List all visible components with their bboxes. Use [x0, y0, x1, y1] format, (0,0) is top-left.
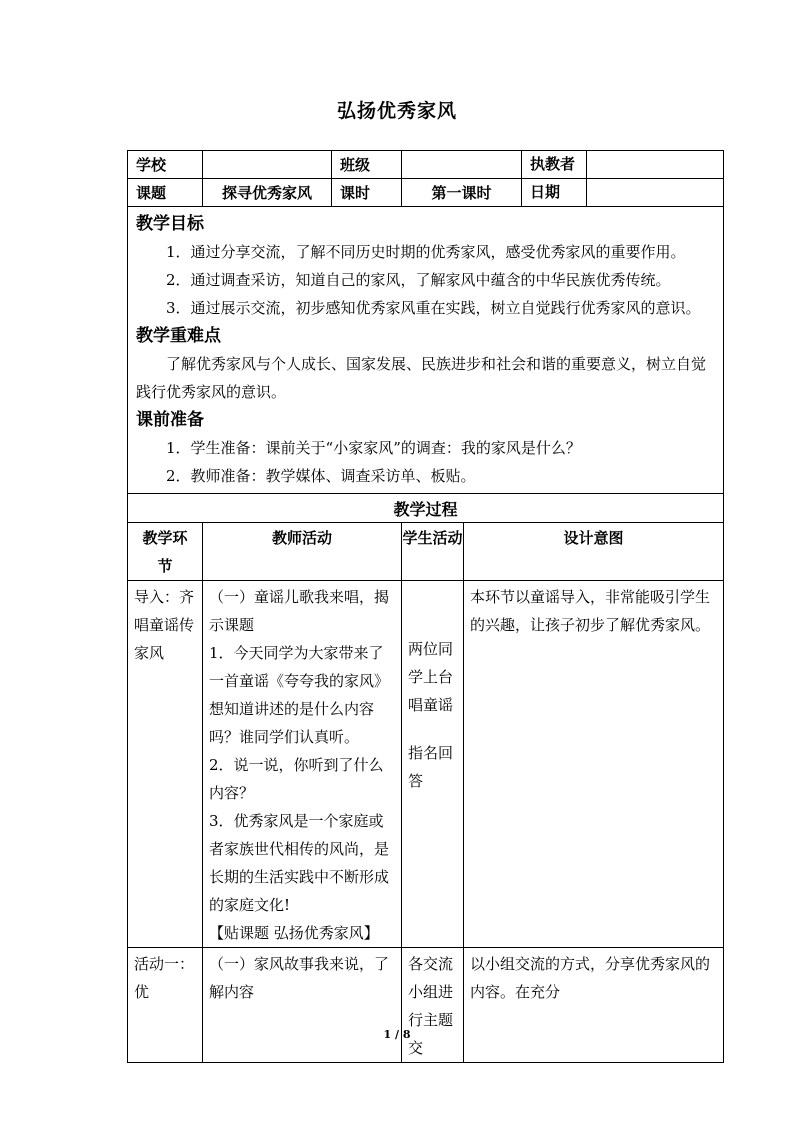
student-activity-cell — [402, 948, 464, 1063]
col-student: 学生活动 — [402, 523, 464, 581]
page-title: 弘扬优秀家风 — [336, 100, 457, 122]
date-label: 日期 — [522, 179, 587, 206]
student-line: 各交流小组进行主题交 — [408, 955, 454, 1057]
header-row-2 — [128, 179, 724, 207]
student-activity-cell — [402, 581, 464, 948]
design-intent-cell: 本环节以童谣导入，非常能吸引学生的兴趣，让孩子初步了解优秀家风。 — [464, 581, 724, 948]
teacher-label: 执教者 — [522, 151, 587, 178]
process-title: 教学过程 — [128, 494, 724, 523]
period-value: 第一课时 — [402, 179, 522, 207]
key-points-heading: 教学重难点 — [136, 326, 221, 346]
teacher-line: （一）童谣儿歌我来唱，揭示课题 — [209, 588, 390, 634]
class-label: 班级 — [332, 151, 402, 179]
goal-item: 3．通过展示交流，初步感知优秀家风重在实践，树立自觉践行优秀家风的意识。 — [166, 299, 701, 317]
process-title-row — [128, 494, 724, 523]
preparation-item: 1．学生准备：课前关于“小家家风”的调查：我的家风是什么？ — [166, 439, 581, 457]
student-line: 两位同学上台唱童谣 — [408, 640, 454, 714]
col-intent: 设计意图 — [464, 523, 724, 581]
school-label: 学校 — [128, 151, 203, 179]
lesson-info — [128, 207, 724, 494]
teacher-activity-cell — [203, 581, 402, 948]
teacher-line: 【贴课题 弘扬优秀家风】 — [209, 924, 379, 942]
stage-cell: 导入：齐唱童谣传家风 — [128, 581, 203, 948]
teacher-line: 2．说一说，你听到了什么内容？ — [209, 756, 384, 802]
goals-heading: 教学目标 — [136, 214, 204, 234]
teacher-cell — [522, 151, 724, 179]
goal-item: 1．通过分享交流，了解不同历史时期的优秀家风，感受优秀家风的重要作用。 — [166, 243, 686, 261]
teacher-line: （一）家风故事我来说，了解内容 — [209, 955, 390, 1001]
teacher-activity-cell — [203, 948, 402, 1063]
teacher-line: 1．今天同学为大家带来了一首童谣《夸夸我的家风》想知道讲述的是什么内容吗？谁同学们认真听。 — [209, 644, 390, 746]
lesson-plan-table — [127, 150, 724, 1063]
period-label: 课时 — [332, 179, 402, 207]
student-line: 指名回答 — [408, 744, 454, 790]
class-value — [402, 151, 522, 179]
school-value — [203, 151, 332, 179]
design-intent-cell: 以小组交流的方式，分享优秀家风的内容。在充分 — [464, 948, 724, 1063]
date-cell — [522, 179, 724, 207]
col-teacher: 教师活动 — [203, 523, 402, 581]
topic-value: 探寻优秀家风 — [203, 179, 332, 207]
preparation-item: 2．教师准备：教学媒体、调查采访单、板贴。 — [166, 467, 476, 485]
process-header-row — [128, 523, 724, 581]
topic-label: 课题 — [128, 179, 203, 207]
header-row-1 — [128, 151, 724, 179]
key-points-text: 了解优秀家风与个人成长、国家发展、民族进步和社会和谐的重要意义，树立自觉践行优秀家风的意识。 — [136, 355, 707, 401]
table-row — [128, 581, 724, 948]
col-stage: 教学环节 — [128, 523, 203, 581]
page-number: 1 / 8 — [383, 1028, 411, 1041]
info-row — [128, 207, 724, 494]
goal-item: 2．通过调查采访，知道自己的家风，了解家风中蕴含的中华民族优秀传统。 — [166, 271, 671, 289]
preparation-heading: 课前准备 — [136, 410, 204, 430]
teacher-line: 3．优秀家风是一个家庭或者家族世代相传的风尚，是长期的生活实践中不断形成的家庭文化! — [209, 812, 390, 914]
table-row — [128, 948, 724, 1063]
stage-cell: 活动一：优 — [128, 948, 203, 1063]
